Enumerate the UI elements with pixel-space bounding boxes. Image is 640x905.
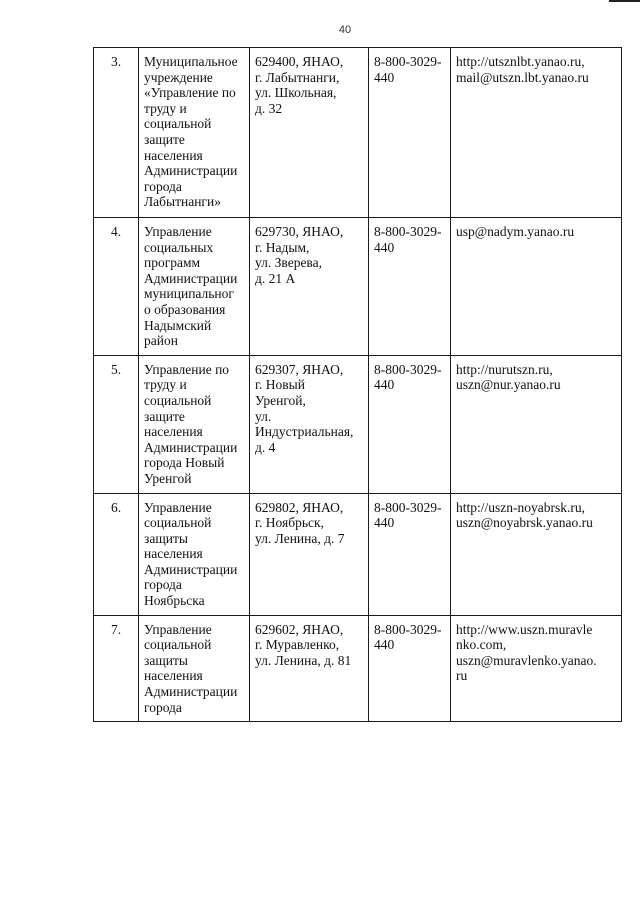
organization-address: 629400, ЯНАО, г. Лабытнанги, ул. Школьная, д. 32 xyxy=(250,48,369,218)
organization-name: Управление социальной защиты населения Администрации города xyxy=(139,615,250,722)
organization-contacts: http://nurutszn.ru, uszn@nur.yanao.ru xyxy=(451,355,622,493)
organization-phone: 8-800-3029- 440 xyxy=(369,355,451,493)
organization-name: Управление социальных программ Администрации муниципальног о образования Надымский район xyxy=(139,218,250,356)
organization-name: Муниципальное учреждение «Управление по труду и социальной защите населения Администрации города Лабытнанги» xyxy=(139,48,250,218)
row-number: 7. xyxy=(94,615,139,722)
table-row xyxy=(94,355,622,493)
organization-name: Управление по труду и социальной защите населения Администрации города Новый Уренгой xyxy=(139,355,250,493)
organization-contacts: http://uszn-noyabrsk.ru, uszn@noyabrsk.yanao.ru xyxy=(451,493,622,615)
organization-phone: 8-800-3029- 440 xyxy=(369,48,451,218)
organization-phone: 8-800-3029- 440 xyxy=(369,615,451,722)
organization-contacts: http://utsznlbt.yanao.ru, mail@utszn.lbt.yanao.ru xyxy=(451,48,622,218)
table-row xyxy=(94,615,622,722)
organization-address: 629802, ЯНАО, г. Ноябрьск, ул. Ленина, д. 7 xyxy=(250,493,369,615)
table-row xyxy=(94,493,622,615)
organization-name: Управление социальной защиты населения Администрации города Ноябрьска xyxy=(139,493,250,615)
top-edge-mark xyxy=(609,0,640,2)
row-number: 6. xyxy=(94,493,139,615)
page-number: 40 xyxy=(338,24,352,36)
row-number: 5. xyxy=(94,355,139,493)
organization-address: 629730, ЯНАО, г. Надым, ул. Зверева, д. 21 А xyxy=(250,218,369,356)
organization-address: 629602, ЯНАО, г. Муравленко, ул. Ленина, д. 81 xyxy=(250,615,369,722)
contacts-table xyxy=(93,47,622,722)
organization-phone: 8-800-3029- 440 xyxy=(369,493,451,615)
table-row xyxy=(94,218,622,356)
organization-contacts: usp@nadym.yanao.ru xyxy=(451,218,622,356)
table-row xyxy=(94,48,622,218)
organization-address: 629307, ЯНАО, г. Новый Уренгой, ул. Индустриальная, д. 4 xyxy=(250,355,369,493)
organization-phone: 8-800-3029- 440 xyxy=(369,218,451,356)
organization-contacts: http://www.uszn.muravle nko.com, uszn@muravlenko.yanao. ru xyxy=(451,615,622,722)
row-number: 4. xyxy=(94,218,139,356)
row-number: 3. xyxy=(94,48,139,218)
